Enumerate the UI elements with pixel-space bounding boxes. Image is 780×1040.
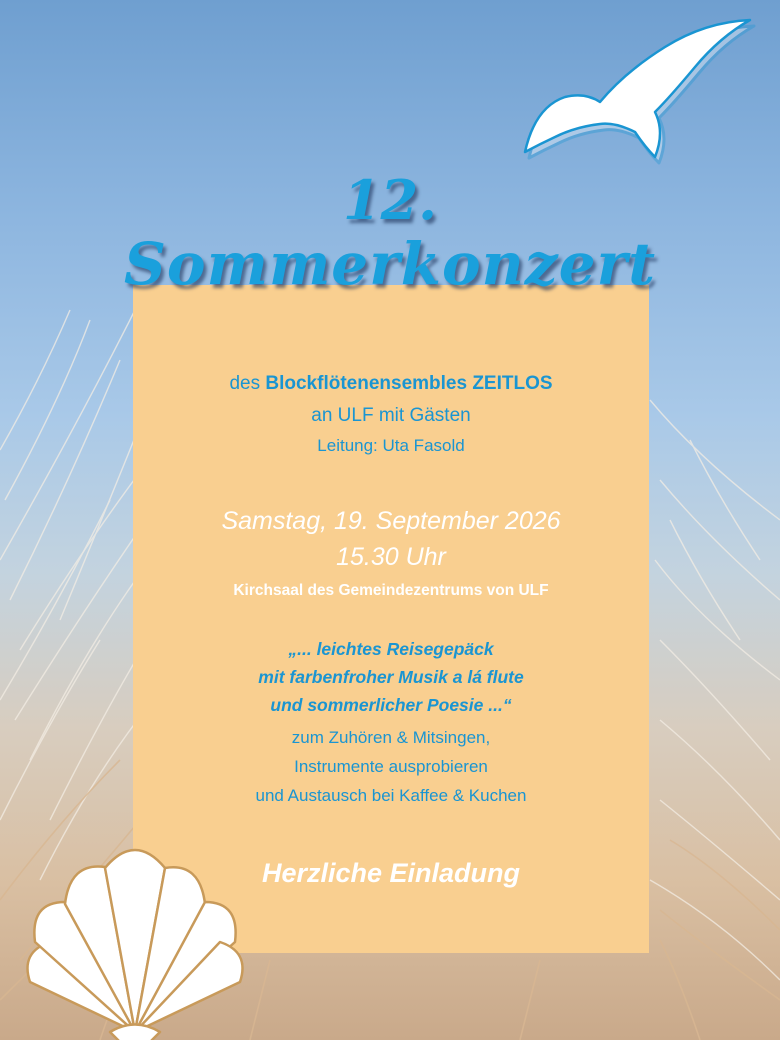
event-venue: Kirchsaal des Gemeindezentrums von ULF	[233, 582, 549, 599]
event-date: Samstag, 19. September 2026	[221, 507, 561, 535]
program-line-1: zum Zuhören & Mitsingen,	[291, 728, 491, 747]
ensemble-guests: an ULF mit Gästen	[311, 405, 471, 426]
title-number: 12.	[343, 168, 437, 232]
quote-line-2: mit farbenfroher Musik a lá flute	[258, 667, 524, 687]
seagull-icon	[505, 12, 765, 182]
ensemble-leitung: Leitung: Uta Fasold	[317, 436, 465, 455]
ensemble-prefix: des	[229, 373, 266, 394]
event-time: 15.30 Uhr	[336, 543, 446, 571]
quote-line-3: und sommerlicher Poesie ...“	[270, 695, 512, 715]
program-line-2: Instrumente ausprobieren	[294, 757, 488, 776]
title-main: Sommerkonzert	[124, 230, 656, 298]
ensemble-line	[133, 373, 649, 395]
closing-invitation: Herzliche Einladung	[261, 858, 521, 888]
program-line-3: und Austausch bei Kaffee & Kuchen	[255, 786, 527, 805]
quote-line-1: „... leichtes Reisegepäck	[288, 639, 494, 659]
ensemble-name: Blockflötenensembles ZEITLOS	[265, 373, 553, 394]
scallop-shell-icon	[10, 832, 260, 1040]
